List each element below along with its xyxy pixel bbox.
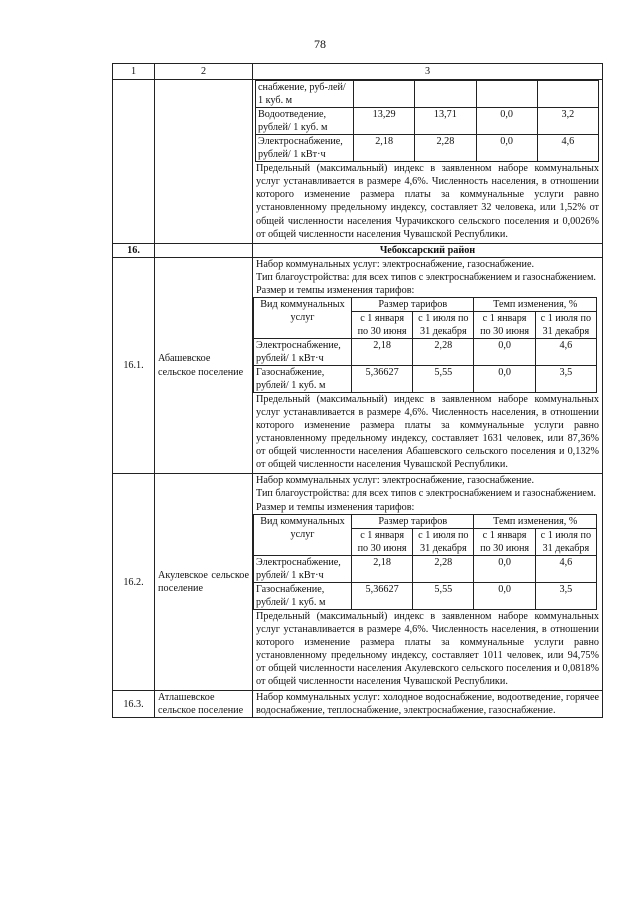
service-label: Электроснабжение, рублей/ 1 кВт·ч [256, 135, 354, 162]
improvement-type: Тип благоустройства: для всех типов с электроснабжением и газоснабжением. [256, 271, 596, 283]
header-period: с 1 июля по 31 декабря [535, 311, 596, 338]
tariff-table [112, 63, 603, 718]
table-row [254, 338, 597, 365]
settlement-number: 16.2. [113, 474, 155, 691]
table-row [256, 81, 599, 108]
table-row [256, 135, 599, 162]
tariff-value: 5,36627 [351, 366, 412, 393]
service-set: Набор коммунальных услуг: электроснабжение, газоснабжение. [256, 475, 535, 487]
header-period: с 1 января по 30 июня [474, 311, 535, 338]
tariff-value: 2,28 [415, 135, 476, 162]
col-header-1: 1 [113, 64, 155, 80]
tariff-intro: Размер и темпы изменения тарифов: [256, 284, 415, 296]
header-period: с 1 июля по 31 декабря [413, 311, 474, 338]
tariff-value: 5,36627 [351, 582, 412, 609]
rate-value: 3,2 [537, 108, 598, 135]
service-label: Электроснабжение, рублей/ 1 кВт·ч [254, 555, 352, 582]
tariff-value: 2,28 [413, 555, 474, 582]
rate-value: 4,6 [535, 555, 596, 582]
service-label: Газоснабжение, рублей/ 1 куб. м [254, 366, 352, 393]
tariff-intro: Размер и темпы изменения тарифов: [256, 501, 415, 513]
service-set: Набор коммунальных услуг: холодное водоснабжение, водоотведение, горячее водоснабжение, теплоснабжение, электроснабжение, газоснабжение. [253, 691, 603, 718]
table-row [254, 366, 597, 393]
tariff-value: 13,29 [354, 108, 415, 135]
tariff-value [354, 81, 415, 108]
rate-value [537, 81, 598, 108]
service-label: Водоотведение, рублей/ 1 куб. м [256, 108, 354, 135]
rate-value: 0,0 [474, 582, 535, 609]
tariff-value: 5,55 [413, 366, 474, 393]
settlement-row [113, 691, 603, 718]
tariff-table-16-2 [253, 514, 597, 610]
settlement-number: 16.3. [113, 691, 155, 718]
district-row [113, 243, 603, 257]
tariff-value: 13,71 [415, 108, 476, 135]
tariff-value [415, 81, 476, 108]
settlement-name: Акулевское сельское поселение [155, 474, 253, 691]
settlement-row [113, 474, 603, 691]
col-header-2: 2 [155, 64, 253, 80]
limit-index-text: Предельный (максимальный) индекс в заявленном наборе коммунальных услуг устанавливается в размере 4,6%. Численность населения, в отношении которого изменение размера платы за коммунальные услуги равно установленному предельному индексу, составляет 32 человека, или 1,52% от общей численности населения Чурачикского сельского поселения и 0,0026% от общей численности населения Чувашской Республики. [256, 163, 599, 240]
header-period: с 1 января по 30 июня [351, 311, 412, 338]
service-label: Электроснабжение, рублей/ 1 кВт·ч [254, 338, 352, 365]
continuation-tariff-table [255, 80, 599, 162]
tariff-value: 2,18 [354, 135, 415, 162]
table-row [254, 582, 597, 609]
tariff-value: 5,55 [413, 582, 474, 609]
continuation-row [113, 80, 603, 244]
service-label: снабжение, руб-лей/ 1 куб. м [256, 81, 354, 108]
rate-value: 4,6 [535, 338, 596, 365]
header-vid: Вид коммунальных услуг [254, 514, 352, 555]
tariff-value: 2,18 [351, 338, 412, 365]
settlement-number: 16.1. [113, 257, 155, 474]
tariff-value: 2,28 [413, 338, 474, 365]
tariff-table-16-1 [253, 297, 597, 393]
table-row [254, 555, 597, 582]
district-name: Чебоксарский район [253, 243, 603, 257]
rate-value [476, 81, 537, 108]
column-header-row [113, 64, 603, 80]
table-row [256, 108, 599, 135]
district-number: 16. [113, 243, 155, 257]
rate-value: 3,5 [535, 366, 596, 393]
settlement-name: Абашевское сельское поселение [155, 257, 253, 474]
settlement-name: Атлашевское сельское поселение [155, 691, 253, 718]
rate-value: 3,5 [535, 582, 596, 609]
service-set: Набор коммунальных услуг: электроснабжение, газоснабжение. [256, 258, 535, 270]
limit-index-text: Предельный (максимальный) индекс в заявленном наборе коммунальных услуг устанавливается в размере 4,6%. Численность населения, в отношении которого изменение размера платы за коммунальные услуги равно установленному предельному индексу, составляет 1011 человек, или 94,75% от общей численности населения Акулевского сельского поселения и 0,0818% от общей численности населения Чувашской Республики. [256, 610, 599, 688]
header-period: с 1 июля по 31 декабря [535, 528, 596, 555]
rate-value: 0,0 [476, 108, 537, 135]
rate-value: 4,6 [537, 135, 598, 162]
limit-index-text: Предельный (максимальный) индекс в заявленном наборе коммунальных услуг устанавливается в размере 4,6%. Численность населения, в отношении которого изменение размера платы за коммунальные услуги равно установленному предельному индексу, составляет 1631 человек, или 87,36% от общей численности населения Абашевского сельского поселения и 0,132% от общей численности населения Чувашской Республики. [256, 394, 599, 471]
header-size: Размер тарифов [351, 297, 473, 311]
tariff-value: 2,18 [351, 555, 412, 582]
settlement-row [113, 257, 603, 474]
improvement-type: Тип благоустройства: для всех типов с электроснабжением и газоснабжением. [256, 488, 596, 500]
rate-value: 0,0 [474, 366, 535, 393]
rate-value: 0,0 [474, 338, 535, 365]
header-period: с 1 января по 30 июня [351, 528, 412, 555]
header-size: Размер тарифов [351, 514, 473, 528]
rate-value: 0,0 [474, 555, 535, 582]
service-label: Газоснабжение, рублей/ 1 куб. м [254, 582, 352, 609]
rate-value: 0,0 [476, 135, 537, 162]
header-period: с 1 июля по 31 декабря [413, 528, 474, 555]
page-number: 78 [314, 37, 326, 51]
header-rate: Темп изменения, % [474, 514, 597, 528]
header-period: с 1 января по 30 июня [474, 528, 535, 555]
col-header-3: 3 [253, 64, 603, 80]
header-vid: Вид коммунальных услуг [254, 297, 352, 338]
header-rate: Темп изменения, % [474, 297, 597, 311]
